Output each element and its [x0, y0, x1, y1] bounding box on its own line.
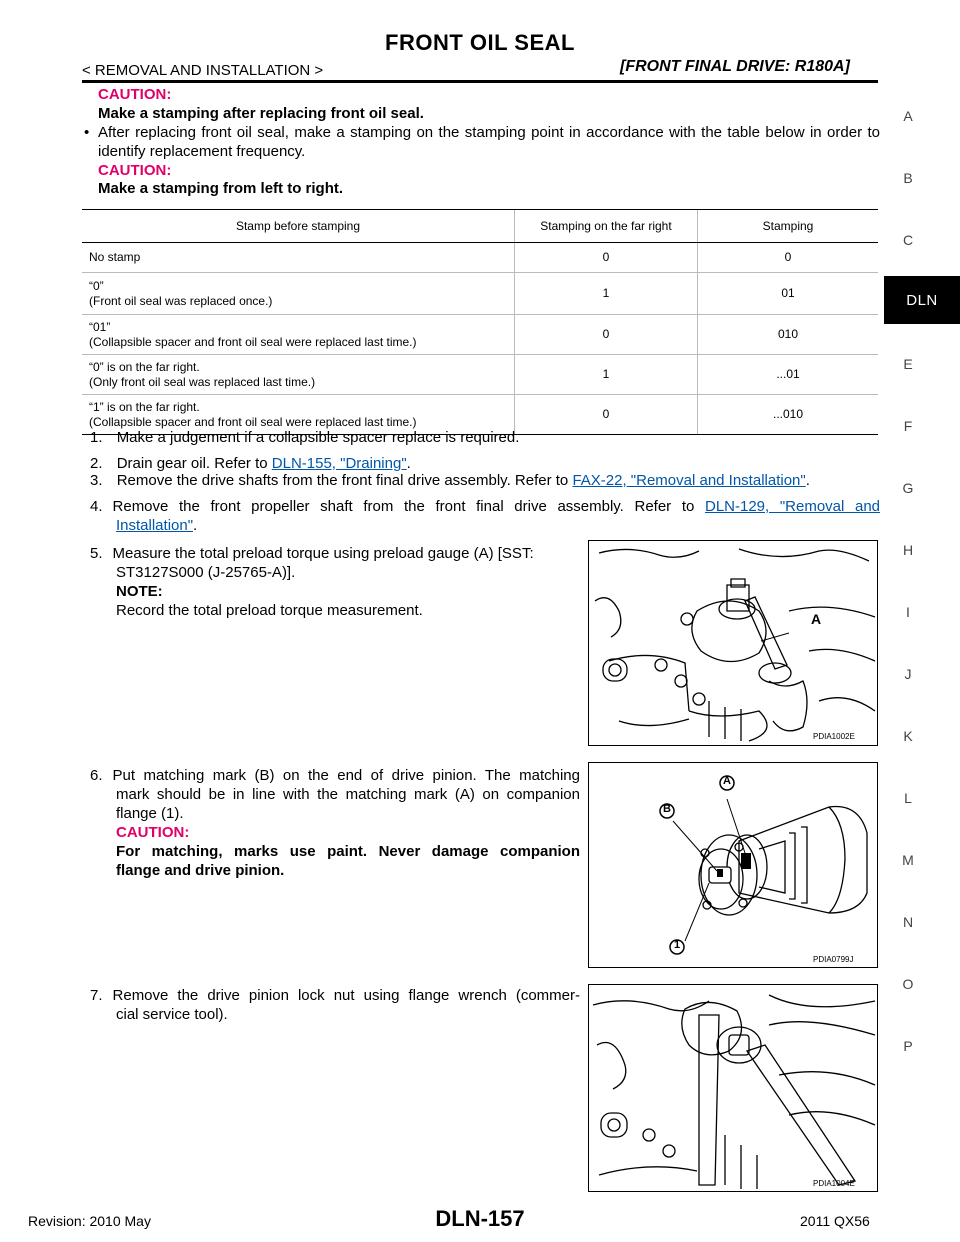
side-tab-l[interactable]: L — [904, 790, 912, 806]
side-tab-b[interactable]: B — [903, 170, 913, 186]
reference-link[interactable]: DLN-155, "Draining" — [271, 455, 407, 472]
side-tab-f[interactable]: F — [903, 418, 913, 434]
column-header: Stamping — [698, 210, 879, 243]
figure-flange-wrench — [588, 984, 878, 1192]
preload-gauge-illustration — [589, 541, 877, 745]
table-header-row — [82, 210, 878, 243]
caution-text-2: Make a stamping from left to right. — [98, 180, 344, 197]
cell-line: “0” — [89, 278, 104, 293]
step-text: Make a judgement if a collapsible spacer replace is required. — [116, 429, 520, 446]
table-cell: 0 — [515, 315, 698, 355]
step-text: Remove the drive pinion lock nut using flange wrench (commer- — [112, 987, 580, 1004]
table-row — [82, 243, 878, 273]
step-text-line — [113, 497, 880, 516]
side-tab-h[interactable]: H — [902, 542, 914, 558]
cell-line: No stamp — [89, 250, 141, 264]
page-title: FRONT OIL SEAL — [385, 30, 575, 55]
stamp-table — [82, 209, 878, 435]
table-cell: 1 — [515, 273, 698, 315]
figure-preload-gauge — [588, 540, 878, 746]
step-text: mark should be in line with the matching mark (A) on companion — [116, 786, 580, 803]
table-cell: 01 — [698, 273, 879, 315]
figure-matching-marks — [588, 762, 878, 968]
step-7 — [90, 986, 580, 1024]
side-tab-c[interactable]: C — [902, 232, 914, 248]
step-text: cial service tool). — [116, 1006, 228, 1023]
step-number: 3. — [90, 472, 103, 489]
side-tab-a[interactable]: A — [903, 108, 913, 124]
reference-link[interactable]: FAX-22, "Removal and Installation" — [572, 472, 806, 489]
cell-line: (Front oil seal was replaced once.) — [89, 293, 273, 308]
revision-date: Revision: 2010 May — [28, 1213, 151, 1229]
cell-line: (Collapsible spacer and front oil seal were replaced last time.) — [89, 414, 417, 429]
table-cell — [82, 273, 515, 315]
side-tab-o[interactable]: O — [902, 976, 914, 992]
side-tab-p[interactable]: P — [903, 1038, 913, 1054]
step-number: 7. — [90, 987, 103, 1004]
step-text: Remove the drive shafts from the front final drive assembly. Refer to — [116, 472, 573, 489]
side-tab-j[interactable]: J — [904, 666, 912, 682]
caution-label-2: CAUTION: — [98, 162, 172, 179]
table-cell: 0 — [698, 243, 879, 273]
step-text: Put matching mark (B) on the end of drive pinion. The matching — [112, 767, 580, 784]
bullet-text: After replacing front oil seal, make a stamping on the stamping point in accordance with the table below in order to identify replacement frequency. — [98, 124, 880, 160]
model-header: [FRONT FINAL DRIVE: R180A] — [620, 58, 850, 75]
table-cell: 0 — [515, 243, 698, 273]
step-text: ST3127S000 (J-25765-A)]. — [116, 564, 296, 581]
callout-1: 1 — [673, 939, 681, 951]
column-header: Stamping on the far right — [515, 210, 698, 243]
step-number: 2. — [90, 455, 103, 472]
figure-caption: PDIA0799J — [813, 955, 854, 964]
step-4 — [90, 497, 880, 535]
section-breadcrumb: < REMOVAL AND INSTALLATION > — [82, 62, 324, 79]
step-6 — [90, 766, 580, 880]
table-cell: 1 — [515, 355, 698, 395]
note-label: NOTE: — [116, 583, 163, 600]
step-text: . — [805, 472, 810, 489]
callout-a: A — [723, 775, 731, 787]
step-text: Remove the front propeller shaft from the front final drive assembly. Refer to — [112, 498, 705, 515]
page-number: DLN-157 — [435, 1206, 525, 1231]
step-number: 5. — [90, 545, 103, 562]
step-text: flange (1). — [116, 805, 184, 822]
table-row — [82, 315, 878, 355]
table-cell: ...01 — [698, 355, 879, 395]
step-number: 4. — [90, 498, 103, 515]
table-cell — [82, 355, 515, 395]
step-text: . — [193, 517, 198, 534]
cell-line: (Collapsible spacer and front oil seal were replaced last time.) — [89, 334, 417, 349]
cell-line: “01” — [89, 319, 111, 334]
table-cell: 0 — [515, 395, 698, 435]
step-text: Drain gear oil. Refer to — [116, 455, 272, 472]
figure-caption: PDIA1004E — [813, 1179, 855, 1188]
cell-line: (Only front oil seal was replaced last time.) — [89, 374, 316, 389]
table-cell — [82, 315, 515, 355]
header-rule — [82, 80, 878, 83]
cell-line: “1” is on the far right. — [89, 399, 200, 414]
step-text: . — [406, 455, 411, 472]
step-1 — [90, 428, 519, 447]
side-tab-k[interactable]: K — [903, 728, 913, 744]
reference-link[interactable]: DLN-129, "Removal and — [704, 498, 881, 515]
caution-text: Make a stamping after replacing front oil seal. — [98, 105, 424, 122]
cell-line: “0” is on the far right. — [89, 359, 200, 374]
callout-a: A — [811, 611, 822, 627]
side-tab-m[interactable]: M — [902, 852, 914, 868]
model-year: 2011 QX56 — [800, 1213, 870, 1229]
step-number: 1. — [90, 429, 103, 446]
bullet-marker: • — [84, 124, 90, 141]
table-row — [82, 355, 878, 395]
caution-text: flange and drive pinion. — [116, 862, 285, 879]
step-number: 6. — [90, 767, 103, 784]
matching-marks-illustration — [589, 763, 877, 967]
note-text: Record the total preload torque measurement. — [116, 602, 423, 619]
side-tab-dln-active[interactable]: DLN — [884, 276, 960, 324]
reference-link[interactable]: Installation" — [116, 517, 194, 534]
caution-label: CAUTION: — [98, 86, 172, 103]
step-5 — [90, 544, 580, 620]
caution-label: CAUTION: — [116, 824, 190, 841]
step-text: Measure the total preload torque using preload gauge (A) [SST: — [112, 545, 534, 562]
table-cell — [82, 243, 515, 273]
callout-b: B — [663, 803, 671, 815]
figure-caption: PDIA1002E — [813, 732, 855, 741]
bullet-item — [84, 123, 880, 161]
side-tab-e[interactable]: E — [903, 356, 913, 372]
table-row — [82, 273, 878, 315]
step-3 — [90, 471, 810, 490]
table-cell: ...010 — [698, 395, 879, 435]
flange-wrench-illustration — [589, 985, 877, 1191]
column-header: Stamp before stamping — [82, 210, 515, 243]
side-tab-i[interactable]: I — [906, 604, 910, 620]
caution-text: For matching, marks use paint. Never damage companion — [116, 843, 580, 860]
side-tab-g[interactable]: G — [902, 480, 914, 496]
side-tab-n[interactable]: N — [902, 914, 914, 930]
table-cell: 010 — [698, 315, 879, 355]
